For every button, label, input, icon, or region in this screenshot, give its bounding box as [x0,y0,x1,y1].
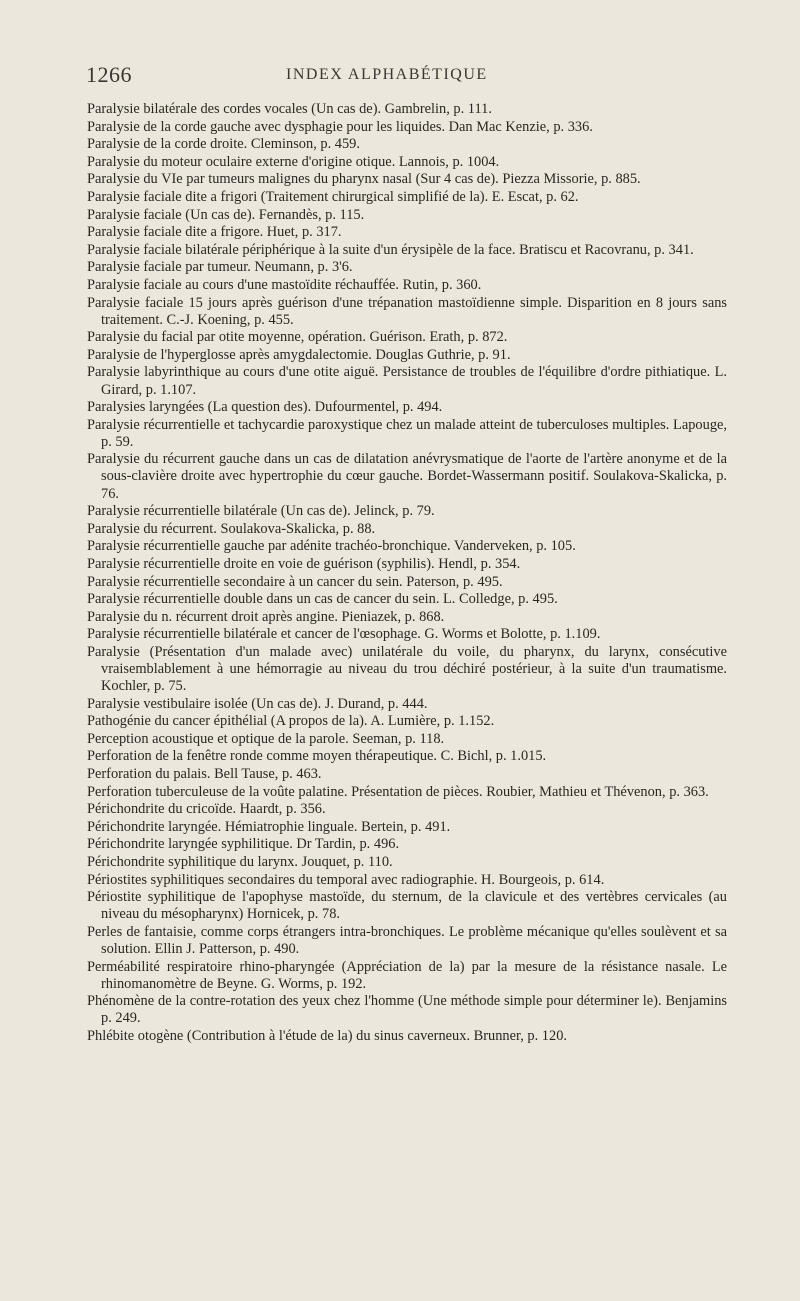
index-entry: Perforation du palais. Bell Tause, p. 463. [87,766,322,783]
index-entry: Perméabilité respiratoire rhino-pharyngée (Appréciation de la) par la mesure de la résistance nasale. Le rhinomanomètre de Beyne. G. Worms, p. 192. [87,958,727,992]
index-entry: Paralysie récurrentielle secondaire à un cancer du sein. Paterson, p. 495. [87,573,503,590]
index-entry: Paralysie récurrentielle et tachycardie paroxystique chez un malade atteint de tuberculoses multiples. Lapouge, p. 59. [87,416,727,450]
index-entry: Paralysie du n. récurrent droit après angine. Pieniazek, p. 868. [87,608,445,625]
index-entry: Paralysie récurrentielle double dans un cas de cancer du sein. L. Colledge, p. 495. [87,591,558,608]
index-entry: Paralysie faciale dite a frigore. Huet, p. 317. [87,224,342,241]
index-entry: Paralysie faciale (Un cas de). Fernandès, p. 115. [87,206,365,223]
index-entry: Paralysie du récurrent gauche dans un cas de dilatation anévrysmatique de l'aorte de l'artère anonyme et de la sous-clavière droite avec hypertrophie du cœur gauche. Bordet-Wassermann positif. Soulakova-Skalicka, p. 76. [87,451,727,502]
running-title: INDEX ALPHABÉTIQUE [286,66,488,83]
index-entry: Paralysie de la corde droite. Cleminson, p. 459. [87,136,360,153]
index-entry: Paralysie vestibulaire isolée (Un cas de). J. Durand, p. 444. [87,695,428,712]
index-entry: Paralysie du moteur oculaire externe d'origine otique. Lannois, p. 1004. [87,153,500,170]
index-entry: Phlébite otogène (Contribution à l'étude de la) du sinus caverneux. Brunner, p. 120. [87,1027,567,1044]
index-entry: Périchondrite laryngée syphilitique. Dr Tardin, p. 496. [87,836,400,853]
index-entry: Paralysie récurrentielle gauche par adénite trachéo-bronchique. Vanderveken, p. 105. [87,538,576,555]
index-entry: Perception acoustique et optique de la parole. Seeman, p. 118. [87,730,445,747]
index-entry: Périchondrite du cricoïde. Haardt, p. 356. [87,801,326,818]
index-entry: Périostites syphilitiques secondaires du temporal avec radiographie. H. Bourgeois, p. 614. [87,871,605,888]
page-header [86,62,710,92]
index-entry: Paralysie faciale par tumeur. Neumann, p. 3'6. [87,259,353,276]
index-entry: Paralysie récurrentielle bilatérale (Un cas de). Jelinck, p. 79. [87,503,435,520]
index-entry: Paralysie (Présentation d'un malade avec) unilatérale du voile, du pharynx, du larynx, consécutive vraisemblablement à une hémorragie au niveau du trou déchiré postérieur, à la suite d'un traumatisme. Kochler, p. 75. [87,643,727,695]
index-entry: Périostite syphilitique de l'apophyse mastoïde, du sternum, de la clavicule et des vertèbres cervicales (au niveau du mésopharynx) Hornicek, p. 78. [87,889,727,923]
index-entry: Paralysie faciale dite a frigori (Traitement chirurgical simplifié de la). E. Escat, p. 62. [87,188,579,205]
index-entry: Perles de fantaisie, comme corps étrangers intra-bronchiques. Le problème mécanique qu'elles soulèvent et sa solution. Ellin J. Patterson, p. 490. [87,923,727,957]
index-entry: Paralysie labyrinthique au cours d'une otite aiguë. Persistance de troubles de l'équilibre d'ordre pithiatique. L. Girard, p. 1.107. [87,364,727,398]
page-number: 1266 [86,62,132,87]
index-entry: Paralysie bilatérale des cordes vocales (Un cas de). Gambrelin, p. 111. [87,101,492,117]
index-entry: Perforation de la fenêtre ronde comme moyen thérapeutique. C. Bichl, p. 1.015. [87,748,547,765]
index-entries [87,101,727,1046]
index-entry: Paralysie du récurrent. Soulakova-Skalicka, p. 88. [87,520,376,537]
index-entry: Phénomène de la contre-rotation des yeux chez l'homme (Une méthode simple pour déterminer le). Benjamins p. 249. [87,993,727,1027]
index-entry: Paralysie faciale 15 jours après guérison d'une trépanation mastoïdienne simple. Disparition en 8 jours sans traitement. C.-J. Koening, p. 455. [87,294,727,328]
index-entry: Paralysie du VIe par tumeurs malignes du pharynx nasal (Sur 4 cas de). Piezza Missorie, p. 885. [87,171,641,188]
index-entry: Périchondrite laryngée. Hémiatrophie linguale. Bertein, p. 491. [87,818,451,835]
index-entry: Paralysie de la corde gauche avec dysphagie pour les liquides. Dan Mac Kenzie, p. 336. [87,118,593,135]
index-entry: Perforation tuberculeuse de la voûte palatine. Présentation de pièces. Roubier, Mathieu et Thévenon, p. 363. [87,783,709,800]
index-entry: Paralysie du facial par otite moyenne, opération. Guérison. Erath, p. 872. [87,329,508,346]
index-entry: Paralysie de l'hyperglosse après amygdalectomie. Douglas Guthrie, p. 91. [87,346,511,363]
index-entry: Paralysie faciale au cours d'une mastoïdite réchauffée. Rutin, p. 360. [87,276,482,293]
index-entry: Périchondrite syphilitique du larynx. Jouquet, p. 110. [87,854,393,871]
index-entry: Paralysies laryngées (La question des). Dufourmentel, p. 494. [87,399,443,416]
index-entry: Paralysie récurrentielle bilatérale et cancer de l'œsophage. G. Worms et Bolotte, p. 1.109. [87,626,601,643]
index-entry: Pathogénie du cancer épithélial (A propos de la). A. Lumière, p. 1.152. [87,713,495,730]
index-entry: Paralysie récurrentielle droite en voie de guérison (syphilis). Hendl, p. 354. [87,555,521,572]
index-entry: Paralysie faciale bilatérale périphérique à la suite d'un érysipèle de la face. Bratiscu et Racovranu, p. 341. [87,241,694,258]
